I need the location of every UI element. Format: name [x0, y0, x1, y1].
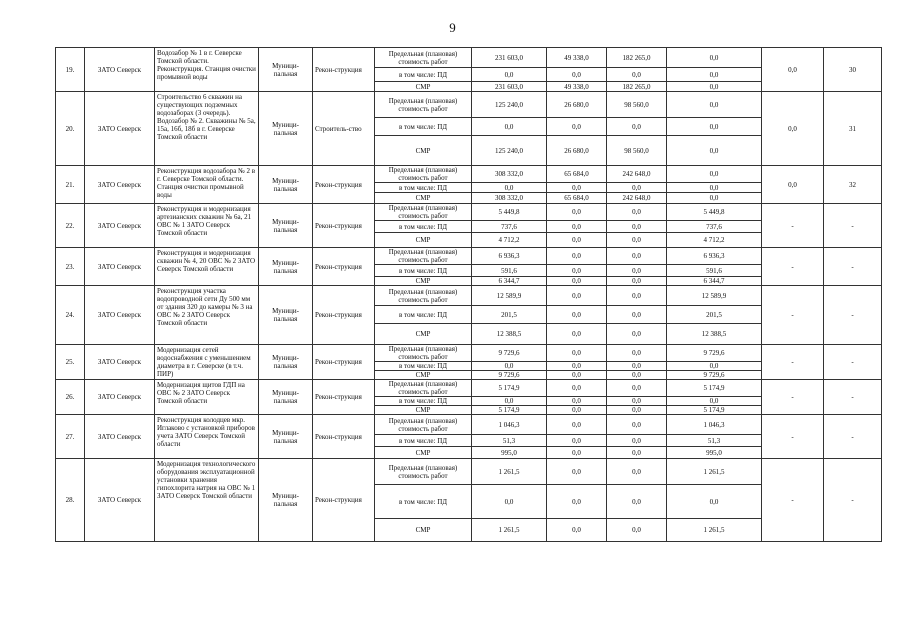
ref-number-cell: -	[824, 248, 882, 286]
cost-value: 0,0	[607, 435, 667, 447]
work-type-cell: Рекон-струкция	[313, 286, 375, 345]
work-type-cell: Рекон-струкция	[313, 415, 375, 459]
cost-value: 0,0	[607, 345, 667, 362]
cost-value: 0,0	[667, 485, 762, 519]
cost-value: 0,0	[547, 277, 607, 286]
cost-line-label: Предельная (плановая) стоимость работ	[375, 92, 472, 118]
ownership-cell: Муници-пальная	[259, 248, 313, 286]
value-cell: -	[762, 204, 824, 248]
cost-value: 0,0	[472, 68, 547, 82]
cost-value: 0,0	[547, 415, 607, 435]
cost-value: 9 729,6	[472, 371, 547, 380]
cost-value: 591,6	[472, 265, 547, 277]
row-number: 23.	[56, 248, 85, 286]
cost-line-label: СМР	[375, 324, 472, 345]
object-description: Реконструкция и модернизация скважин № 4, 20 ОВС № 2 ЗАТО Северск Томской области	[155, 248, 259, 286]
cost-value: 0,0	[607, 277, 667, 286]
cost-value: 0,0	[607, 485, 667, 519]
cost-value: 12 589,9	[472, 286, 547, 306]
cost-value: 125 240,0	[472, 136, 547, 166]
cost-value: 0,0	[607, 380, 667, 397]
cost-value: 98 560,0	[607, 92, 667, 118]
row-number: 27.	[56, 415, 85, 459]
municipality-cell: ЗАТО Северск	[85, 380, 155, 415]
cost-value: 231 603,0	[472, 48, 547, 68]
cost-line-label: СМР	[375, 193, 472, 204]
table-row	[56, 248, 882, 265]
value-cell: 0,0	[762, 92, 824, 166]
cost-value: 6 344,7	[472, 277, 547, 286]
cost-value: 12 589,9	[667, 286, 762, 306]
cost-value: 1 046,3	[472, 415, 547, 435]
cost-value: 1 261,5	[472, 519, 547, 542]
cost-value: 65 684,0	[547, 193, 607, 204]
page-number: 9	[449, 20, 456, 35]
cost-value: 6 936,3	[667, 248, 762, 265]
cost-value: 0,0	[547, 371, 607, 380]
cost-value: 0,0	[547, 265, 607, 277]
table-row	[56, 204, 882, 221]
cost-value: 0,0	[667, 68, 762, 82]
cost-value: 201,5	[667, 306, 762, 324]
cost-value: 0,0	[547, 459, 607, 485]
cost-value: 0,0	[667, 193, 762, 204]
ref-number-cell: -	[824, 286, 882, 345]
municipality-cell: ЗАТО Северск	[85, 92, 155, 166]
cost-value: 1 261,5	[472, 459, 547, 485]
cost-value: 0,0	[547, 345, 607, 362]
cost-value: 0,0	[607, 265, 667, 277]
cost-value: 0,0	[547, 118, 607, 136]
cost-value: 0,0	[472, 118, 547, 136]
municipality-cell: ЗАТО Северск	[85, 345, 155, 380]
cost-value: 242 648,0	[607, 193, 667, 204]
cost-value: 0,0	[607, 447, 667, 459]
cost-value: 0,0	[547, 435, 607, 447]
cost-value: 0,0	[667, 118, 762, 136]
cost-value: 0,0	[547, 485, 607, 519]
cost-value: 0,0	[607, 306, 667, 324]
ownership-cell: Муници-пальная	[259, 380, 313, 415]
cost-value: 0,0	[607, 118, 667, 136]
cost-value: 0,0	[547, 68, 607, 82]
value-cell: -	[762, 248, 824, 286]
object-description: Водозабор № 1 в г. Северске Томской области. Реконструкция. Станция очистки промывной воды	[155, 48, 259, 92]
ref-number-cell: -	[824, 204, 882, 248]
cost-value: 0,0	[547, 406, 607, 415]
object-description: Реконструкция колодцев мкр. Иглаково с установкой приборов учета ЗАТО Северск Томской области	[155, 415, 259, 459]
cost-value: 5 174,9	[472, 380, 547, 397]
ownership-cell: Муници-пальная	[259, 415, 313, 459]
cost-value: 65 684,0	[547, 166, 607, 183]
cost-value: 5 449,8	[472, 204, 547, 221]
cost-value: 308 332,0	[472, 193, 547, 204]
ref-number-cell: -	[824, 345, 882, 380]
cost-value: 0,0	[547, 183, 607, 193]
cost-value: 4 712,2	[472, 233, 547, 248]
cost-value: 0,0	[607, 406, 667, 415]
cost-value: 0,0	[472, 183, 547, 193]
ownership-cell: Муници-пальная	[259, 286, 313, 345]
table-row	[56, 459, 882, 485]
municipality-cell: ЗАТО Северск	[85, 166, 155, 204]
cost-line-label: СМР	[375, 233, 472, 248]
object-description: Реконструкция водозабора № 2 в г. Северске Томской области. Станция очистки промывной воды	[155, 166, 259, 204]
cost-value: 0,0	[667, 82, 762, 92]
cost-line-label: в том числе: ПД	[375, 265, 472, 277]
cost-line-label: Предельная (плановая) стоимость работ	[375, 459, 472, 485]
ref-number-cell: 32	[824, 166, 882, 204]
work-type-cell: Рекон-струкция	[313, 248, 375, 286]
cost-value: 5 449,8	[667, 204, 762, 221]
ownership-cell: Муници-пальная	[259, 92, 313, 166]
row-number: 21.	[56, 166, 85, 204]
municipality-cell: ЗАТО Северск	[85, 415, 155, 459]
cost-value: 6 344,7	[667, 277, 762, 286]
cost-value: 737,6	[472, 221, 547, 233]
cost-line-label: в том числе: ПД	[375, 221, 472, 233]
cost-line-label: в том числе: ПД	[375, 68, 472, 82]
cost-line-label: в том числе: ПД	[375, 485, 472, 519]
work-type-cell: Рекон-струкция	[313, 48, 375, 92]
cost-value: 0,0	[667, 362, 762, 371]
municipality-cell: ЗАТО Северск	[85, 286, 155, 345]
cost-value: 0,0	[607, 519, 667, 542]
value-cell: -	[762, 345, 824, 380]
cost-value: 4 712,2	[667, 233, 762, 248]
cost-value: 26 680,0	[547, 92, 607, 118]
table-row	[56, 345, 882, 362]
object-description: Строительство 6 скважин на существующих подземных водозаборах (3 очередь). Водозабор № 2. Скважины № 5а, 15а, 16б, 18б в г. Северске Томской области	[155, 92, 259, 166]
cost-value: 0,0	[547, 233, 607, 248]
cost-value: 0,0	[607, 221, 667, 233]
cost-value: 5 174,9	[667, 380, 762, 397]
table-row	[56, 415, 882, 435]
object-description: Реконструкция участка водопроводной сети Ду 500 мм от здания 320 до камеры № 3 на ОВС № 2 ЗАТО Северск Томской области	[155, 286, 259, 345]
work-type-cell: Рекон-струкция	[313, 345, 375, 380]
row-number: 20.	[56, 92, 85, 166]
investment-table	[55, 47, 882, 542]
cost-value: 0,0	[667, 48, 762, 68]
cost-value: 0,0	[667, 92, 762, 118]
cost-line-label: СМР	[375, 371, 472, 380]
cost-value: 6 936,3	[472, 248, 547, 265]
row-number: 22.	[56, 204, 85, 248]
value-cell: -	[762, 380, 824, 415]
municipality-cell: ЗАТО Северск	[85, 459, 155, 542]
cost-line-label: в том числе: ПД	[375, 183, 472, 193]
value-cell: -	[762, 286, 824, 345]
cost-value: 0,0	[472, 485, 547, 519]
cost-line-label: СМР	[375, 82, 472, 92]
ownership-cell: Муници-пальная	[259, 459, 313, 542]
cost-value: 737,6	[667, 221, 762, 233]
cost-value: 0,0	[547, 362, 607, 371]
cost-value: 12 388,5	[472, 324, 547, 345]
cost-value: 0,0	[607, 362, 667, 371]
cost-value: 5 174,9	[667, 406, 762, 415]
cost-value: 1 261,5	[667, 459, 762, 485]
cost-line-label: Предельная (плановая) стоимость работ	[375, 48, 472, 68]
table-row	[56, 380, 882, 397]
ref-number-cell: 30	[824, 48, 882, 92]
value-cell: 0,0	[762, 166, 824, 204]
table-row	[56, 92, 882, 118]
cost-value: 0,0	[607, 233, 667, 248]
municipality-cell: ЗАТО Северск	[85, 204, 155, 248]
cost-value: 9 729,6	[472, 345, 547, 362]
cost-value: 0,0	[607, 68, 667, 82]
row-number: 25.	[56, 345, 85, 380]
ownership-cell: Муници-пальная	[259, 48, 313, 92]
cost-value: 0,0	[547, 380, 607, 397]
cost-value: 0,0	[547, 324, 607, 345]
table-row	[56, 286, 882, 306]
cost-value: 0,0	[472, 397, 547, 406]
cost-value: 995,0	[667, 447, 762, 459]
cost-line-label: в том числе: ПД	[375, 118, 472, 136]
cost-value: 182 265,0	[607, 82, 667, 92]
cost-line-label: СМР	[375, 447, 472, 459]
cost-value: 26 680,0	[547, 136, 607, 166]
cost-value: 49 338,0	[547, 82, 607, 92]
cost-value: 51,3	[667, 435, 762, 447]
row-number: 28.	[56, 459, 85, 542]
work-type-cell: Строитель-ство	[313, 92, 375, 166]
cost-value: 0,0	[547, 204, 607, 221]
ownership-cell: Муници-пальная	[259, 345, 313, 380]
cost-value: 0,0	[607, 415, 667, 435]
cost-line-label: в том числе: ПД	[375, 362, 472, 371]
cost-value: 125 240,0	[472, 92, 547, 118]
cost-value: 0,0	[607, 397, 667, 406]
cost-value: 1 261,5	[667, 519, 762, 542]
cost-value: 0,0	[667, 166, 762, 183]
cost-line-label: Предельная (плановая) стоимость работ	[375, 286, 472, 306]
value-cell: 0,0	[762, 48, 824, 92]
municipality-cell: ЗАТО Северск	[85, 48, 155, 92]
cost-value: 182 265,0	[607, 48, 667, 68]
cost-value: 231 603,0	[472, 82, 547, 92]
ref-number-cell: 31	[824, 92, 882, 166]
cost-value: 591,6	[667, 265, 762, 277]
object-description: Модернизация технологического оборудования эксплуатационной установки хранения гипохлорита натрия на ОВС № 1 ЗАТО Северск Томской области	[155, 459, 259, 542]
cost-value: 0,0	[667, 136, 762, 166]
cost-value: 49 338,0	[547, 48, 607, 68]
cost-value: 1 046,3	[667, 415, 762, 435]
cost-value: 0,0	[547, 306, 607, 324]
cost-value: 0,0	[607, 371, 667, 380]
cost-value: 0,0	[607, 204, 667, 221]
cost-line-label: в том числе: ПД	[375, 306, 472, 324]
cost-line-label: Предельная (плановая) стоимость работ	[375, 345, 472, 362]
cost-line-label: в том числе: ПД	[375, 397, 472, 406]
cost-value: 201,5	[472, 306, 547, 324]
cost-value: 9 729,6	[667, 371, 762, 380]
ref-number-cell: -	[824, 459, 882, 542]
cost-line-label: СМР	[375, 277, 472, 286]
row-number: 19.	[56, 48, 85, 92]
row-number: 26.	[56, 380, 85, 415]
ref-number-cell: -	[824, 380, 882, 415]
cost-line-label: Предельная (плановая) стоимость работ	[375, 248, 472, 265]
cost-line-label: Предельная (плановая) стоимость работ	[375, 166, 472, 183]
cost-value: 0,0	[547, 221, 607, 233]
cost-value: 12 388,5	[667, 324, 762, 345]
work-type-cell: Рекон-струкция	[313, 166, 375, 204]
work-type-cell: Рекон-струкция	[313, 380, 375, 415]
work-type-cell: Рекон-струкция	[313, 459, 375, 542]
cost-value: 0,0	[667, 397, 762, 406]
cost-line-label: Предельная (плановая) стоимость работ	[375, 415, 472, 435]
cost-value: 0,0	[547, 248, 607, 265]
value-cell: -	[762, 415, 824, 459]
cost-value: 995,0	[472, 447, 547, 459]
row-number: 24.	[56, 286, 85, 345]
cost-line-label: Предельная (плановая) стоимость работ	[375, 380, 472, 397]
cost-value: 98 560,0	[607, 136, 667, 166]
cost-value: 51,3	[472, 435, 547, 447]
cost-value: 9 729,6	[667, 345, 762, 362]
object-description: Модернизация сетей водоснабжения с уменьшением диаметра в г. Северске (в т.ч. ПИР)	[155, 345, 259, 380]
table-row	[56, 48, 882, 68]
municipality-cell: ЗАТО Северск	[85, 248, 155, 286]
cost-value: 308 332,0	[472, 166, 547, 183]
cost-value: 0,0	[547, 447, 607, 459]
cost-line-label: СМР	[375, 136, 472, 166]
cost-value: 0,0	[607, 248, 667, 265]
cost-value: 0,0	[607, 183, 667, 193]
value-cell: -	[762, 459, 824, 542]
cost-value: 0,0	[607, 459, 667, 485]
cost-line-label: Предельная (плановая) стоимость работ	[375, 204, 472, 221]
cost-line-label: СМР	[375, 406, 472, 415]
ownership-cell: Муници-пальная	[259, 166, 313, 204]
cost-value: 0,0	[547, 397, 607, 406]
cost-value: 0,0	[607, 324, 667, 345]
cost-value: 5 174,9	[472, 406, 547, 415]
table-row	[56, 166, 882, 183]
cost-value: 242 648,0	[607, 166, 667, 183]
ownership-cell: Муници-пальная	[259, 204, 313, 248]
object-description: Модернизация щитов ГДП на ОВС № 2 ЗАТО Северск Томской области	[155, 380, 259, 415]
cost-value: 0,0	[547, 286, 607, 306]
cost-value: 0,0	[667, 183, 762, 193]
cost-value: 0,0	[607, 286, 667, 306]
object-description: Реконструкция и модернизация артезианских скважин № 6а, 21 ОВС № 1 ЗАТО Северск Томской области	[155, 204, 259, 248]
cost-value: 0,0	[472, 362, 547, 371]
cost-line-label: СМР	[375, 519, 472, 542]
cost-line-label: в том числе: ПД	[375, 435, 472, 447]
cost-value: 0,0	[547, 519, 607, 542]
work-type-cell: Рекон-струкция	[313, 204, 375, 248]
ref-number-cell: -	[824, 415, 882, 459]
